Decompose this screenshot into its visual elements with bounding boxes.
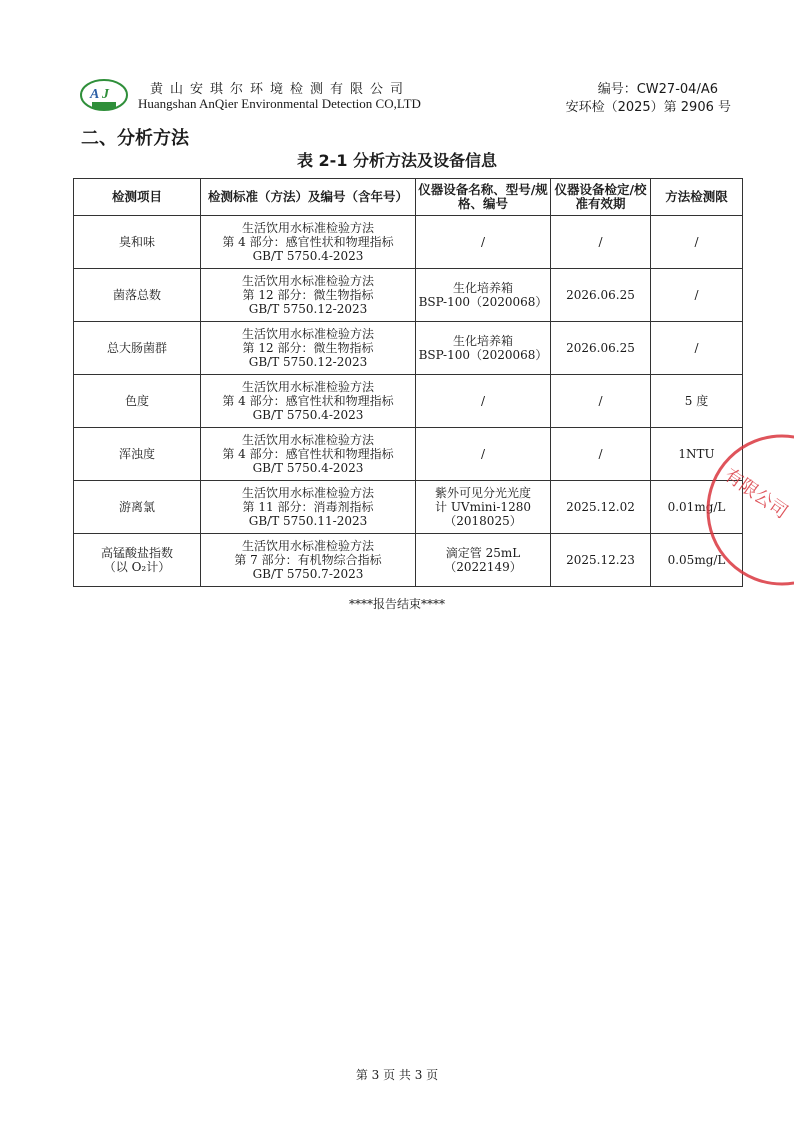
detection-limit: 1NTU — [678, 447, 715, 461]
standard-part: 第 4 部分：感官性状和物理指标 — [222, 394, 394, 408]
cell-detection-limit — [651, 375, 743, 428]
cell-test-item — [74, 216, 201, 269]
test-item-name: 菌落总数 — [112, 288, 161, 302]
cell-equipment — [416, 534, 551, 587]
cell-calibration-date — [551, 216, 651, 269]
standard-title: 生活饮用水标准检验方法 — [241, 486, 374, 500]
detection-limit: 0.05mg/L — [667, 553, 726, 567]
cell-equipment — [416, 322, 551, 375]
table-row — [74, 322, 743, 375]
cell-test-item — [74, 481, 201, 534]
equipment-line: / — [480, 394, 486, 408]
standard-part: 第 11 部分：消毒剂指标 — [242, 500, 374, 514]
test-item-name: 总大肠菌群 — [106, 341, 167, 355]
test-item-name: 色度 — [124, 394, 149, 408]
cell-calibration-date — [551, 428, 651, 481]
standard-code: GB/T 5750.12-2023 — [248, 355, 368, 369]
cell-detection-limit — [651, 216, 743, 269]
standard-code: GB/T 5750.4-2023 — [252, 461, 364, 475]
cell-standard — [201, 428, 416, 481]
cell-standard — [201, 269, 416, 322]
seal-text: 有限公司 — [720, 464, 792, 524]
test-item-name: 高锰酸盐指数 — [100, 546, 173, 560]
cell-test-item — [74, 428, 201, 481]
cell-standard — [201, 481, 416, 534]
svg-text:A: A — [90, 87, 100, 102]
cell-calibration-date — [551, 375, 651, 428]
calibration-date: 2026.06.25 — [566, 341, 635, 355]
cell-standard — [201, 375, 416, 428]
calibration-date: / — [598, 235, 603, 249]
equipment-line: BSP-100（2020068） — [418, 348, 548, 362]
cell-detection-limit — [651, 269, 743, 322]
calibration-date: 2026.06.25 — [566, 288, 635, 302]
equipment-line: / — [480, 447, 486, 461]
company-name-en: Huangshan AnQier Environmental Detection CO,LTD — [138, 96, 421, 111]
detection-limit: 0.01mg/L — [667, 500, 726, 514]
calibration-date: 2025.12.23 — [566, 553, 635, 567]
table-row — [74, 534, 743, 587]
table-caption: 表 2-1 分析方法及设备信息 — [296, 151, 498, 170]
standard-title: 生活饮用水标准检验方法 — [241, 380, 374, 394]
equipment-line: 滴定管 25mL — [445, 546, 521, 560]
page-footer: 第 3 页 共 3 页 — [355, 1068, 439, 1082]
company-seal — [698, 430, 794, 590]
section-title: 二、分析方法 — [81, 128, 189, 149]
cell-standard — [201, 322, 416, 375]
cell-equipment — [416, 269, 551, 322]
standard-part: 第 7 部分：有机物综合指标 — [234, 553, 382, 567]
svg-text:J: J — [102, 87, 109, 102]
calibration-date: 2025.12.02 — [566, 500, 635, 514]
standard-title: 生活饮用水标准检验方法 — [241, 274, 374, 288]
cell-test-item — [74, 322, 201, 375]
header-item: 检测项目 — [74, 179, 201, 216]
company-logo — [80, 78, 130, 112]
cell-equipment — [416, 375, 551, 428]
standard-code: GB/T 5750.4-2023 — [252, 249, 364, 263]
standard-title: 生活饮用水标准检验方法 — [241, 221, 374, 235]
cell-standard — [201, 216, 416, 269]
table-row — [74, 269, 743, 322]
standard-title: 生活饮用水标准检验方法 — [241, 327, 374, 341]
standard-title: 生活饮用水标准检验方法 — [241, 539, 374, 553]
equipment-line: （2018025） — [444, 514, 522, 528]
report-number: 安环检（2025）第 2906 号 — [565, 100, 731, 115]
table-row — [74, 481, 743, 534]
standard-title: 生活饮用水标准检验方法 — [241, 433, 374, 447]
calibration-date: / — [598, 394, 603, 408]
equipment-line: BSP-100（2020068） — [418, 295, 548, 309]
cell-standard — [201, 534, 416, 587]
detection-limit: 5 度 — [684, 394, 709, 408]
test-item-note: （以 O₂计） — [103, 560, 171, 574]
cell-equipment — [416, 216, 551, 269]
standard-part: 第 4 部分：感官性状和物理指标 — [222, 447, 394, 461]
equipment-line: 生化培养箱 — [452, 281, 513, 295]
standard-code: GB/T 5750.12-2023 — [248, 302, 368, 316]
standard-part: 第 12 部分：微生物指标 — [242, 341, 374, 355]
cell-calibration-date — [551, 269, 651, 322]
cell-test-item — [74, 375, 201, 428]
standard-code: GB/T 5750.11-2023 — [248, 514, 368, 528]
cell-calibration-date — [551, 322, 651, 375]
test-item-name: 浑浊度 — [118, 447, 155, 461]
table-row — [74, 428, 743, 481]
company-name-cn: 黄山安琪尔环境检测有限公司 — [150, 82, 411, 97]
detection-limit: / — [694, 288, 699, 302]
report-end-note: ****报告结束**** — [348, 597, 445, 611]
cell-detection-limit — [651, 322, 743, 375]
cell-test-item — [74, 534, 201, 587]
analysis-methods-table — [73, 178, 743, 587]
standard-code: GB/T 5750.4-2023 — [252, 408, 364, 422]
cell-equipment — [416, 481, 551, 534]
standard-part: 第 12 部分：微生物指标 — [242, 288, 374, 302]
equipment-line: 紫外可见分光光度 — [434, 486, 531, 500]
standard-part: 第 4 部分：感官性状和物理指标 — [222, 235, 394, 249]
header-detection-limit: 方法检测限 — [651, 179, 743, 216]
header-calibration: 仪器设备检定/校准有效期 — [551, 179, 651, 216]
table-row — [74, 216, 743, 269]
header-equipment: 仪器设备名称、型号/规格、编号 — [416, 179, 551, 216]
equipment-line: / — [480, 235, 486, 249]
table-row — [74, 375, 743, 428]
cell-calibration-date — [551, 481, 651, 534]
equipment-line: 生化培养箱 — [452, 334, 513, 348]
equipment-line: （2022149） — [444, 560, 522, 574]
standard-code: GB/T 5750.7-2023 — [252, 567, 364, 581]
calibration-date: / — [598, 447, 603, 461]
test-item-name: 臭和味 — [118, 235, 155, 249]
cell-equipment — [416, 428, 551, 481]
equipment-line: 计 UVmini-1280 — [435, 500, 531, 514]
test-item-name: 游离氯 — [118, 500, 155, 514]
header-standard: 检测标准（方法）及编号（含年号） — [201, 179, 416, 216]
table-header-row — [74, 179, 743, 216]
cell-test-item — [74, 269, 201, 322]
detection-limit: / — [694, 235, 699, 249]
detection-limit: / — [694, 341, 699, 355]
cell-calibration-date — [551, 534, 651, 587]
document-number: 编号：CW27-04/A6 — [597, 82, 718, 97]
